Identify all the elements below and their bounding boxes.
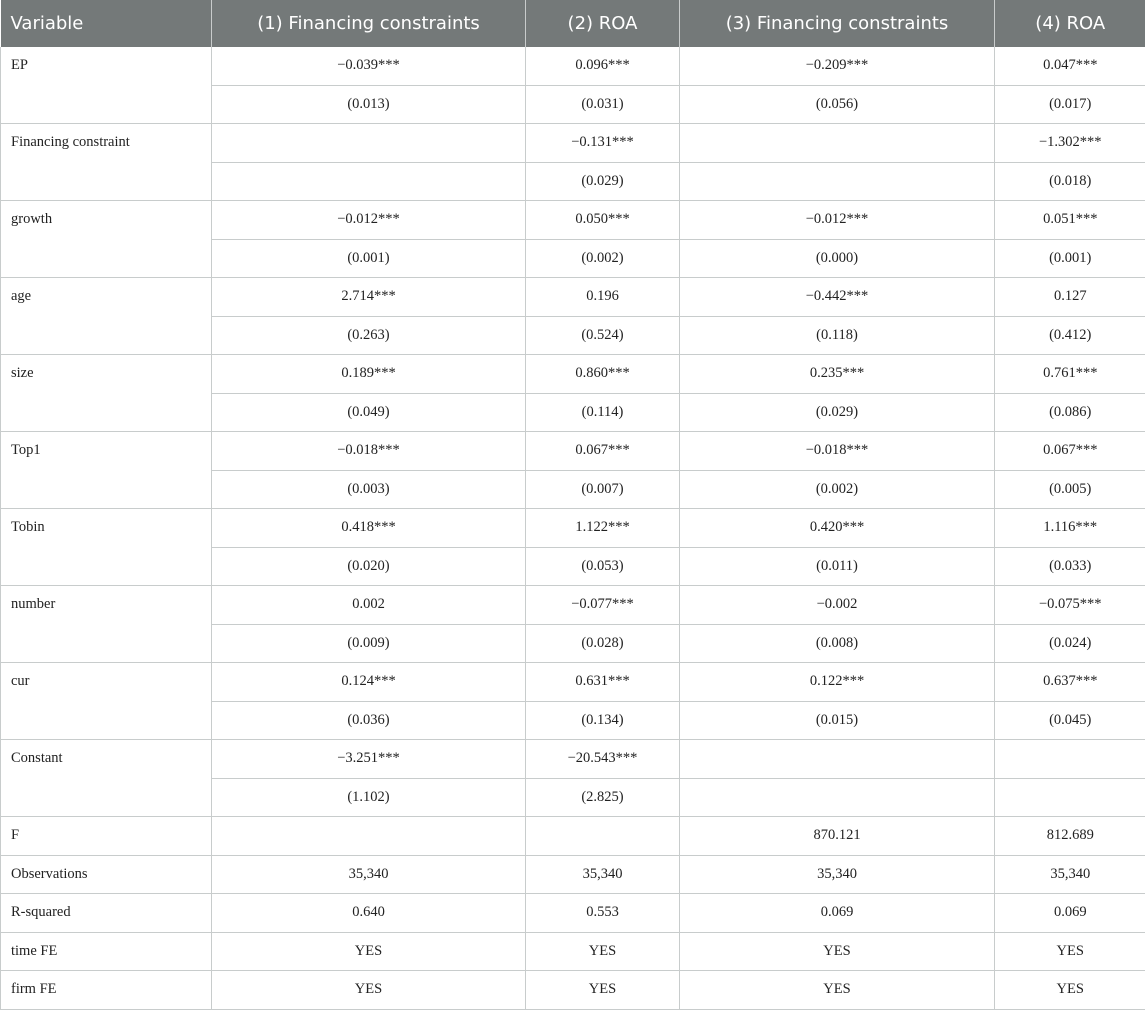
standard-error-cell: (0.002) (680, 470, 995, 509)
standard-error-cell: (0.056) (680, 85, 995, 124)
standard-error-cell: (0.031) (526, 85, 680, 124)
stat-value-cell (526, 817, 680, 856)
standard-error-cell: (0.017) (995, 85, 1145, 124)
standard-error-cell: (0.001) (995, 239, 1145, 278)
coefficient-cell: 0.631*** (526, 663, 680, 702)
coefficient-cell: 0.127 (995, 278, 1145, 317)
header-variable: Variable (1, 0, 212, 47)
table-header (1, 0, 1145, 47)
stat-value-cell: YES (212, 932, 526, 971)
standard-error-cell: (0.134) (526, 701, 680, 740)
stat-label: Observations (1, 855, 212, 894)
stat-value-cell: 0.553 (526, 894, 680, 933)
coefficient-cell (680, 124, 995, 163)
coefficient-cell: −0.075*** (995, 586, 1145, 625)
variable-label: Tobin (1, 509, 212, 586)
coefficient-cell: −0.002 (680, 586, 995, 625)
coefficient-cell: 0.096*** (526, 47, 680, 85)
coefficient-cell: 0.761*** (995, 355, 1145, 394)
standard-error-cell: (0.114) (526, 393, 680, 432)
standard-error-cell: (0.024) (995, 624, 1145, 663)
table-row (1, 509, 1145, 548)
table-row (1, 971, 1145, 1010)
standard-error-cell: (0.036) (212, 701, 526, 740)
variable-label: Financing constraint (1, 124, 212, 201)
table-row (1, 47, 1145, 85)
header-col-1: (1) Financing constraints (212, 0, 526, 47)
table-row (1, 586, 1145, 625)
header-col-2: (2) ROA (526, 0, 680, 47)
table-row (1, 663, 1145, 702)
stat-value-cell: 0.069 (995, 894, 1145, 933)
coefficient-cell: 0.124*** (212, 663, 526, 702)
coefficient-cell: 0.420*** (680, 509, 995, 548)
standard-error-cell: (0.000) (680, 239, 995, 278)
standard-error-cell: (1.102) (212, 778, 526, 817)
standard-error-cell: (2.825) (526, 778, 680, 817)
coefficient-cell: −1.302*** (995, 124, 1145, 163)
coefficient-cell: 0.047*** (995, 47, 1145, 85)
stat-value-cell: 870.121 (680, 817, 995, 856)
coefficient-cell: 0.051*** (995, 201, 1145, 240)
standard-error-cell: (0.005) (995, 470, 1145, 509)
coefficient-cell: −0.442*** (680, 278, 995, 317)
coefficient-cell: −3.251*** (212, 740, 526, 779)
variable-label: Top1 (1, 432, 212, 509)
table-row (1, 278, 1145, 317)
standard-error-cell: (0.001) (212, 239, 526, 278)
variable-label: size (1, 355, 212, 432)
coefficient-cell: 1.122*** (526, 509, 680, 548)
standard-error-cell: (0.524) (526, 316, 680, 355)
stat-value-cell: YES (680, 971, 995, 1010)
header-col-3: (3) Financing constraints (680, 0, 995, 47)
stat-value-cell: YES (680, 932, 995, 971)
table-row (1, 932, 1145, 971)
header-row (1, 0, 1145, 47)
stat-value-cell: 812.689 (995, 817, 1145, 856)
standard-error-cell (680, 162, 995, 201)
standard-error-cell: (0.029) (680, 393, 995, 432)
stat-label: time FE (1, 932, 212, 971)
coefficient-cell: −0.012*** (212, 201, 526, 240)
coefficient-cell: 0.418*** (212, 509, 526, 548)
table-row (1, 124, 1145, 163)
table-row (1, 894, 1145, 933)
standard-error-cell: (0.007) (526, 470, 680, 509)
coefficient-cell: 1.116*** (995, 509, 1145, 548)
stat-label: F (1, 817, 212, 856)
coefficient-cell: −0.039*** (212, 47, 526, 85)
stat-value-cell: 0.640 (212, 894, 526, 933)
coefficient-cell (680, 740, 995, 779)
coefficient-cell: −0.077*** (526, 586, 680, 625)
stat-value-cell: 35,340 (526, 855, 680, 894)
coefficient-cell: −0.018*** (680, 432, 995, 471)
standard-error-cell: (0.009) (212, 624, 526, 663)
standard-error-cell (212, 162, 526, 201)
standard-error-cell: (0.118) (680, 316, 995, 355)
variable-label: EP (1, 47, 212, 124)
header-col-4: (4) ROA (995, 0, 1145, 47)
stat-value-cell: YES (995, 971, 1145, 1010)
coefficient-cell: −0.209*** (680, 47, 995, 85)
stat-value-cell: 35,340 (680, 855, 995, 894)
table-row (1, 432, 1145, 471)
coefficient-cell: 0.189*** (212, 355, 526, 394)
stat-value-cell: 0.069 (680, 894, 995, 933)
standard-error-cell: (0.053) (526, 547, 680, 586)
coefficient-cell: −0.018*** (212, 432, 526, 471)
coefficient-cell: 0.002 (212, 586, 526, 625)
stat-value-cell: YES (526, 971, 680, 1010)
table-body (1, 47, 1145, 1009)
standard-error-cell: (0.020) (212, 547, 526, 586)
standard-error-cell: (0.028) (526, 624, 680, 663)
variable-label: age (1, 278, 212, 355)
standard-error-cell: (0.002) (526, 239, 680, 278)
coefficient-cell: 0.235*** (680, 355, 995, 394)
stat-value-cell (212, 817, 526, 856)
stat-value-cell: 35,340 (212, 855, 526, 894)
standard-error-cell: (0.013) (212, 85, 526, 124)
standard-error-cell: (0.033) (995, 547, 1145, 586)
standard-error-cell (680, 778, 995, 817)
stat-value-cell: YES (212, 971, 526, 1010)
stat-value-cell: 35,340 (995, 855, 1145, 894)
coefficient-cell (212, 124, 526, 163)
coefficient-cell: 0.122*** (680, 663, 995, 702)
coefficient-cell: 0.637*** (995, 663, 1145, 702)
variable-label: cur (1, 663, 212, 740)
table-row (1, 201, 1145, 240)
standard-error-cell: (0.011) (680, 547, 995, 586)
coefficient-cell: 0.050*** (526, 201, 680, 240)
variable-label: Constant (1, 740, 212, 817)
table-row (1, 740, 1145, 779)
stat-value-cell: YES (526, 932, 680, 971)
stat-label: R-squared (1, 894, 212, 933)
table-row (1, 355, 1145, 394)
standard-error-cell (995, 778, 1145, 817)
coefficient-cell: 0.067*** (526, 432, 680, 471)
coefficient-cell: −20.543*** (526, 740, 680, 779)
coefficient-cell: −0.012*** (680, 201, 995, 240)
coefficient-cell: 0.196 (526, 278, 680, 317)
standard-error-cell: (0.045) (995, 701, 1145, 740)
stat-label: firm FE (1, 971, 212, 1010)
standard-error-cell: (0.086) (995, 393, 1145, 432)
standard-error-cell: (0.015) (680, 701, 995, 740)
coefficient-cell: 0.067*** (995, 432, 1145, 471)
standard-error-cell: (0.008) (680, 624, 995, 663)
stat-value-cell: YES (995, 932, 1145, 971)
coefficient-cell (995, 740, 1145, 779)
standard-error-cell: (0.018) (995, 162, 1145, 201)
standard-error-cell: (0.003) (212, 470, 526, 509)
table-row (1, 855, 1145, 894)
coefficient-cell: 0.860*** (526, 355, 680, 394)
coefficient-cell: −0.131*** (526, 124, 680, 163)
coefficient-cell: 2.714*** (212, 278, 526, 317)
standard-error-cell: (0.412) (995, 316, 1145, 355)
standard-error-cell: (0.029) (526, 162, 680, 201)
table-row (1, 817, 1145, 856)
standard-error-cell: (0.263) (212, 316, 526, 355)
variable-label: number (1, 586, 212, 663)
standard-error-cell: (0.049) (212, 393, 526, 432)
variable-label: growth (1, 201, 212, 278)
